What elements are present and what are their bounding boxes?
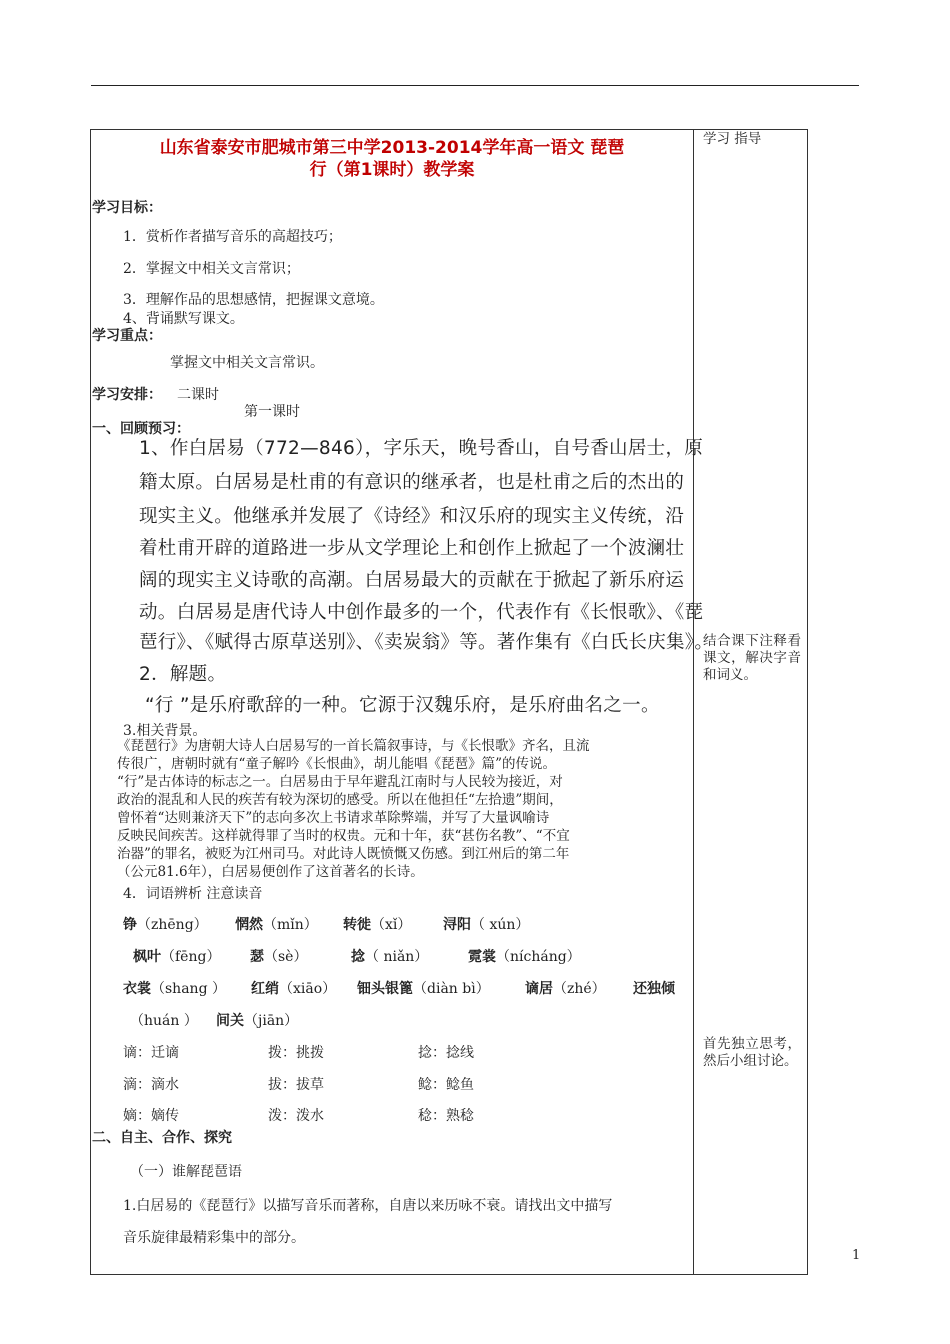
pron-item xyxy=(123,914,208,934)
compare-item: 鲶：鲶鱼 xyxy=(418,1077,474,1093)
pron-item xyxy=(130,1010,198,1030)
pron-word: 惘然 xyxy=(235,917,263,933)
focus-text: 掌握文中相关文言常识。 xyxy=(170,355,324,371)
pron-item xyxy=(250,946,307,966)
compare-item: 泼：泼水 xyxy=(268,1108,324,1124)
pron-item xyxy=(357,978,490,998)
objective-item: 1．赏析作者描写音乐的高超技巧； xyxy=(123,229,342,245)
header-rule xyxy=(91,85,859,86)
pron-word: 谪居 xyxy=(525,981,553,997)
pron-word: 浔阳 xyxy=(443,917,471,933)
objective-item: 4、背诵默写课文。 xyxy=(123,311,244,327)
pron-word: 转徙 xyxy=(343,917,371,933)
pron-word: 还独倾 xyxy=(633,981,675,997)
author-line: 现实主义。他继承并发展了《诗经》和汉乐府的现实主义传统，沿 xyxy=(139,506,685,527)
explore-subheading: （一）谁解琵琶语 xyxy=(130,1164,242,1180)
background-line: 政治的混乱和人民的疾苦有较为深切的感受。所以在他担任“左拾遗”期间， xyxy=(117,792,563,808)
pron-pinyin: （ niǎn） xyxy=(365,949,429,965)
pron-word: 铮 xyxy=(123,917,137,933)
author-line: 动。白居易是唐代诗人中创作最多的一个，代表作有《长恨歌》、《琵 xyxy=(139,602,704,623)
pron-word: 瑟 xyxy=(250,949,264,965)
question-line: 音乐旋律最精彩集中的部分。 xyxy=(123,1230,305,1246)
author-line: 1、作白居易（772—846），字乐天，晚号香山，自号香山居士，原 xyxy=(139,438,704,459)
pron-word: 捻 xyxy=(351,949,365,965)
compare-item: 滴：滴水 xyxy=(123,1077,179,1093)
question-line: 1.白居易的《琵琶行》以描写音乐而著称，自唐以来历咏不衰。请找出文中描写 xyxy=(123,1198,613,1214)
schedule-text: 二课时 xyxy=(177,387,219,403)
words-heading: 4．词语辨析 注意读音 xyxy=(123,886,263,902)
pron-item xyxy=(468,946,581,966)
pron-pinyin: （ xún） xyxy=(471,917,530,933)
pron-item xyxy=(351,946,428,966)
objective-item: 2．掌握文中相关文言常识； xyxy=(123,261,300,277)
pron-pinyin: （huán ） xyxy=(130,1013,198,1029)
lesson-label: 第一课时 xyxy=(244,404,300,420)
compare-item: 拨：挑拨 xyxy=(268,1045,324,1061)
pron-item xyxy=(123,978,226,998)
pron-pinyin: （xǐ） xyxy=(371,917,412,933)
background-line: 反映民间疾苦。这样就得罪了当时的权贵。元和十年，获“甚伤名教”、“不宜 xyxy=(117,828,570,844)
explore-heading: 二、自主、合作、探究 xyxy=(92,1130,232,1146)
author-line: 琶行》、《赋得古原草送别》、《卖炭翁》等。著作集有《白氏长庆集》。 xyxy=(139,632,714,653)
schedule-heading: 学习安排： xyxy=(92,387,162,403)
background-line: （公元81.6年），白居易便创作了这首著名的长诗。 xyxy=(117,864,424,880)
pron-pinyin: （fēng） xyxy=(161,949,221,965)
background-line: 传很广，唐朝时就有“童子解吟《长恨曲》，胡儿能唱《琵琶》篇”的传说。 xyxy=(117,756,557,772)
compare-item: 谪：迁谪 xyxy=(123,1045,179,1061)
pron-item xyxy=(133,946,220,966)
focus-heading: 学习重点： xyxy=(92,328,162,344)
compare-item: 捻：捻线 xyxy=(418,1045,474,1061)
pron-pinyin: （xiāo） xyxy=(279,981,337,997)
sidebar-note-2: 首先独立思考，然后小组讨论。 xyxy=(703,1036,801,1069)
objective-item: 3．理解作品的思想感情，把握课文意境。 xyxy=(123,292,384,308)
pron-pinyin: （diàn bì） xyxy=(413,981,490,997)
pron-item xyxy=(251,978,336,998)
background-line: 《琵琶行》为唐朝大诗人白居易写的一首长篇叙事诗，与《长恨歌》齐名，且流 xyxy=(117,738,590,754)
pron-word: 红绡 xyxy=(251,981,279,997)
pron-pinyin: （zhēng） xyxy=(137,917,208,933)
compare-item: 拔：拔草 xyxy=(268,1077,324,1093)
compare-item: 嫡：嫡传 xyxy=(123,1108,179,1124)
pron-item xyxy=(633,978,675,998)
pron-pinyin: （zhé） xyxy=(553,981,606,997)
pron-word: 霓裳 xyxy=(468,949,496,965)
pron-word: 衣裳 xyxy=(123,981,151,997)
pron-pinyin: （shang ） xyxy=(151,981,226,997)
pron-word: 枫叶 xyxy=(133,949,161,965)
background-line: “行”是古体诗的标志之一。白居易由于早年避乱江南时与人民较为接近，对 xyxy=(117,774,563,790)
document-title-line1: 山东省泰安市肥城市第三中学2013-2014学年高一语文 琵琶 xyxy=(159,138,625,158)
author-line: 籍太原。白居易是杜甫的有意识的继承者，也是杜甫之后的杰出的 xyxy=(139,472,685,493)
column-divider xyxy=(693,129,694,1275)
pron-item xyxy=(235,914,318,934)
background-line: 曾怀着“达则兼济天下”的志向多次上书请求革除弊端，并写了大量讽喻诗 xyxy=(117,810,550,826)
author-line: 着杜甫开辟的道路进一步从文学理论上和创作上掀起了一个波澜壮 xyxy=(139,538,685,559)
author-line: 阔的现实主义诗歌的高潮。白居易最大的贡献在于掀起了新乐府运 xyxy=(139,570,685,591)
page-number: 1 xyxy=(852,1248,861,1263)
pron-pinyin: （jiān） xyxy=(244,1013,299,1029)
pron-word: 钿头银篦 xyxy=(357,981,413,997)
pron-item xyxy=(525,978,606,998)
pron-item xyxy=(343,914,411,934)
review-heading: 一、回顾预习： xyxy=(92,421,190,437)
sidebar-note-1: 结合课下注释看课文，解决字音和词义。 xyxy=(703,633,801,683)
compare-item: 稔：熟稔 xyxy=(418,1108,474,1124)
pron-pinyin: （nícháng） xyxy=(496,949,581,965)
background-line: 治器”的罪名，被贬为江州司马。对此诗人既愤慨又伤感。到江州后的第二年 xyxy=(117,846,570,862)
objectives-heading: 学习目标： xyxy=(92,200,162,216)
pron-pinyin: （mǐn） xyxy=(263,917,318,933)
document-title-line2: 行（第1课时）教学案 xyxy=(309,160,475,180)
pron-item xyxy=(216,1010,298,1030)
jieti-text: “行 ”是乐府歌辞的一种。它源于汉魏乐府，是乐府曲名之一。 xyxy=(145,695,660,716)
sidebar-header: 学习 指导 xyxy=(703,131,762,147)
pron-word: 间关 xyxy=(216,1013,244,1029)
background-heading: 3.相关背景。 xyxy=(123,723,207,739)
pron-pinyin: （sè） xyxy=(264,949,308,965)
pron-item xyxy=(443,914,529,934)
jieti-heading: 2．解题。 xyxy=(139,664,227,685)
